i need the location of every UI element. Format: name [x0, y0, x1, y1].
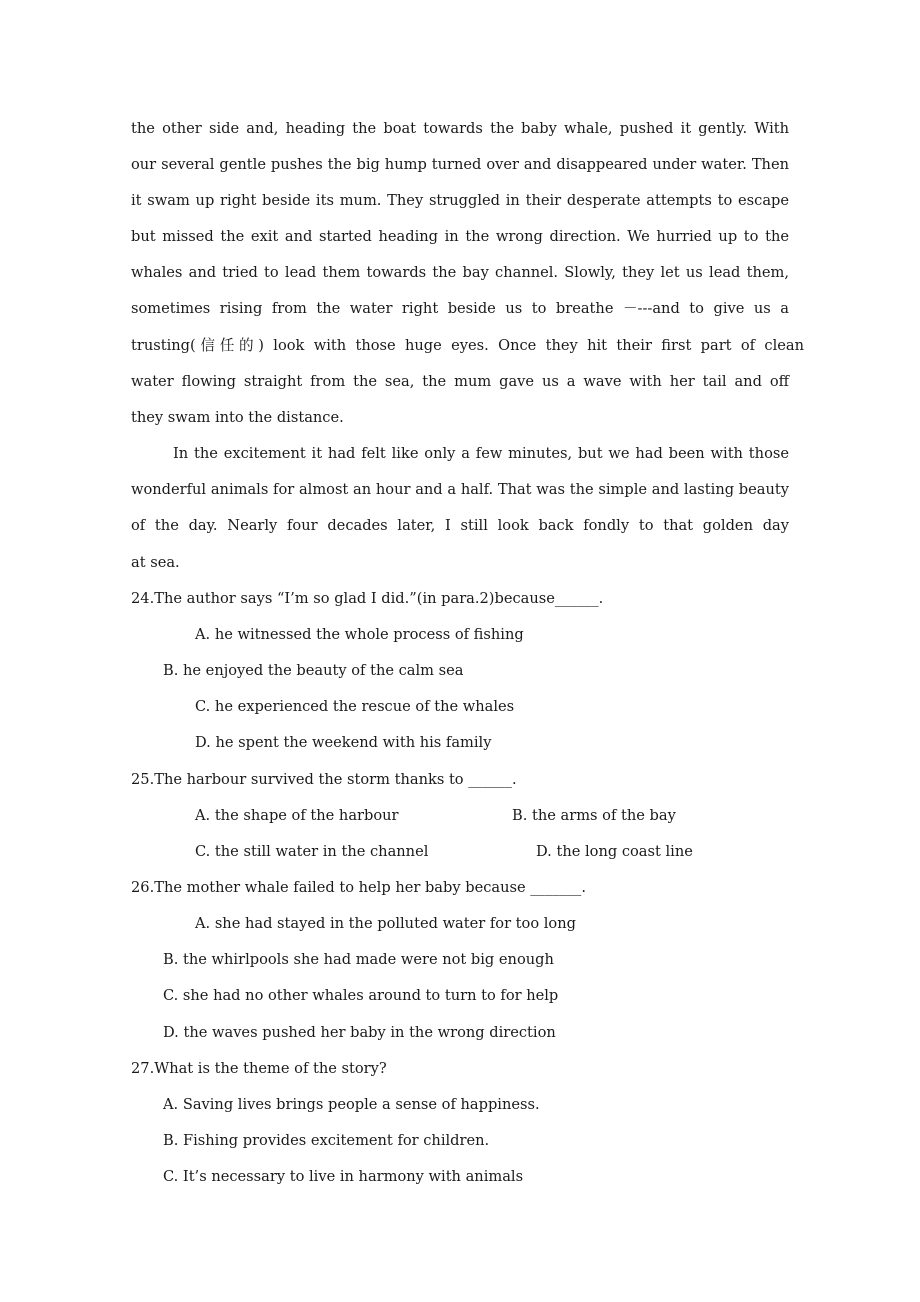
passage-line: but missed the exit and started heading in the wrong direction. We hurried up to the — [131, 228, 789, 245]
answer-option: D. the long coast line — [536, 843, 693, 860]
passage-line: it swam up right beside its mum. They struggled in their desperate attempts to escape — [131, 192, 789, 209]
passage-line: water flowing straight from the sea, the mum gave us a wave with her tail and off — [131, 373, 789, 390]
answer-option: D. the waves pushed her baby in the wrong direction — [163, 1024, 556, 1041]
answer-option: A. Saving lives brings people a sense of happiness. — [163, 1096, 540, 1113]
answer-option: C. he experienced the rescue of the whales — [195, 698, 515, 715]
answer-option: D. he spent the weekend with his family — [195, 734, 492, 751]
question-stem: 24.The author says “I’m so glad I did.”(in para.2)because______. — [131, 590, 604, 607]
passage-line: trusting(信任的) look with those huge eyes. Once they hit their first part of clean — [131, 337, 804, 354]
answer-option: B. the arms of the bay — [512, 807, 676, 824]
answer-option: C. she had no other whales around to turn to for help — [163, 987, 559, 1004]
answer-option: B. Fishing provides excitement for children. — [163, 1132, 490, 1149]
answer-option: B. the whirlpools she had made were not big enough — [163, 951, 554, 968]
question-stem: 25.The harbour survived the storm thanks to ______. — [131, 771, 517, 788]
passage-line: whales and tried to lead them towards the bay channel. Slowly, they let us lead them, — [131, 264, 789, 281]
passage-line: the other side and, heading the boat towards the baby whale, pushed it gently. With — [131, 120, 789, 137]
passage-line: our several gentle pushes the big hump turned over and disappeared under water. Then — [131, 156, 789, 173]
passage-line: of the day. Nearly four decades later, I still look back fondly to that golden day — [131, 517, 789, 534]
passage-line: wonderful animals for almost an hour and a half. That was the simple and lasting beauty — [131, 481, 789, 498]
passage-line: sometimes rising from the water right beside us to breathe －---and to give us a — [131, 300, 789, 317]
answer-option: B. he enjoyed the beauty of the calm sea — [163, 662, 464, 679]
answer-option: C. It’s necessary to live in harmony with animals — [163, 1168, 524, 1185]
passage-line: In the excitement it had felt like only a few minutes, but we had been with those — [173, 445, 789, 462]
answer-option: C. the still water in the channel — [195, 843, 429, 860]
passage-line: they swam into the distance. — [131, 409, 344, 426]
question-stem: 27.What is the theme of the story? — [131, 1060, 387, 1077]
answer-option: A. she had stayed in the polluted water for too long — [195, 915, 576, 932]
answer-option: A. the shape of the harbour — [195, 807, 399, 824]
passage-line: at sea. — [131, 554, 180, 571]
question-stem: 26.The mother whale failed to help her baby because _______. — [131, 879, 586, 896]
answer-option: A. he witnessed the whole process of fishing — [195, 626, 524, 643]
